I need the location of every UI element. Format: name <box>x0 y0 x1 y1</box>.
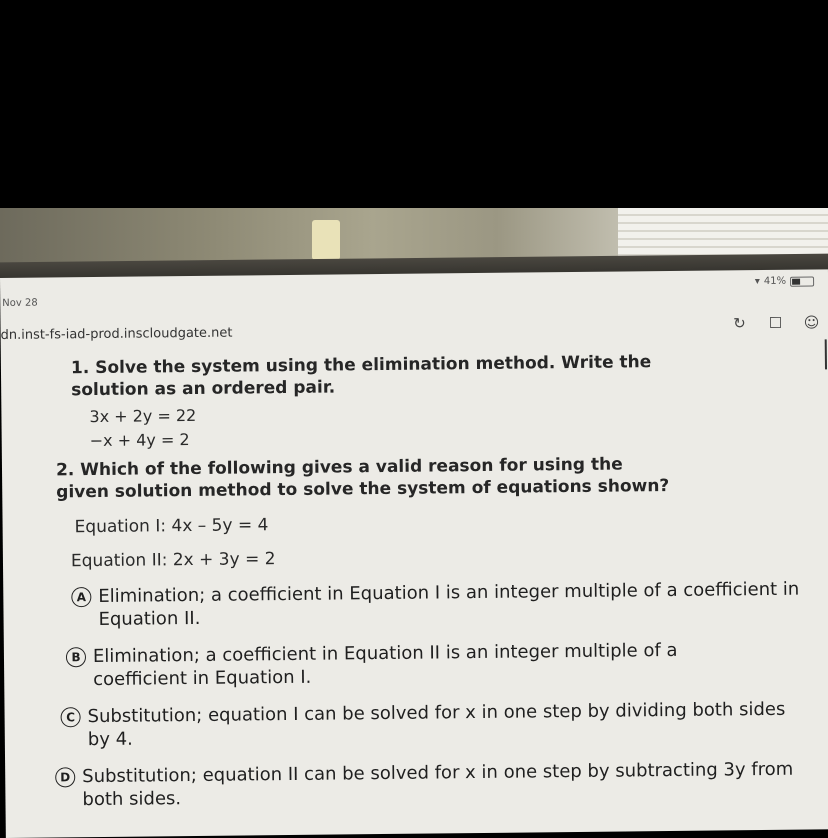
option-b[interactable] <box>66 639 706 692</box>
question-1: 1. Solve the system using the elimination method. Write the solution as an ordered pair. <box>70 352 652 401</box>
question-1-equation-2: −x + 4y = 2 <box>89 430 190 451</box>
wifi-icon: ▾ <box>754 276 760 288</box>
equation-two: Equation II: 2x + 3y = 2 <box>70 549 276 572</box>
option-a-text: Elimination; a coefficient in Equation I is an integer multiple of a coefficient in Equation II. <box>98 578 800 630</box>
status-date: Nov 28 <box>2 297 38 309</box>
browser-actions <box>730 313 820 332</box>
option-b-letter: B <box>66 647 86 667</box>
option-a[interactable] <box>71 578 811 632</box>
option-d[interactable] <box>55 757 815 811</box>
option-c-text: Substitution; equation I can be solved for x in one step by dividing both sides by 4. <box>87 698 786 751</box>
question-2: 2. Which of the following gives a valid reason for using the given solution method to solve the system of equations shown? <box>55 454 670 503</box>
option-c-letter: C <box>60 707 80 727</box>
option-c[interactable] <box>60 698 800 752</box>
address-bar[interactable] <box>0 313 828 352</box>
option-b-text: Elimination; a coefficient in Equation II is an integer multiple of a coefficient in Equation I. <box>92 639 678 691</box>
battery-icon <box>790 276 814 286</box>
option-d-text: Substitution; equation II can be solved for x in one step by subtracting 3y from both sides. <box>82 758 794 811</box>
reload-icon[interactable]: ↻ <box>733 314 746 333</box>
status-indicators <box>755 275 814 287</box>
bookmark-icon[interactable]: ☐ <box>768 313 783 332</box>
status-bar <box>0 269 828 312</box>
candle <box>312 220 340 260</box>
equation-one: Equation I: 4x – 5y = 4 <box>74 515 269 538</box>
option-a-letter: A <box>71 587 91 607</box>
tablet-screen <box>0 269 828 838</box>
reader-audio-icon[interactable]: ☺ <box>803 313 820 332</box>
option-d-letter: D <box>55 767 75 787</box>
url-text[interactable]: dn.inst-fs-iad-prod.inscloudgate.net <box>0 325 233 343</box>
scrollbar[interactable] <box>825 339 827 369</box>
battery-percent: 41% <box>763 275 787 288</box>
question-1-equation-1: 3x + 2y = 22 <box>89 405 197 427</box>
